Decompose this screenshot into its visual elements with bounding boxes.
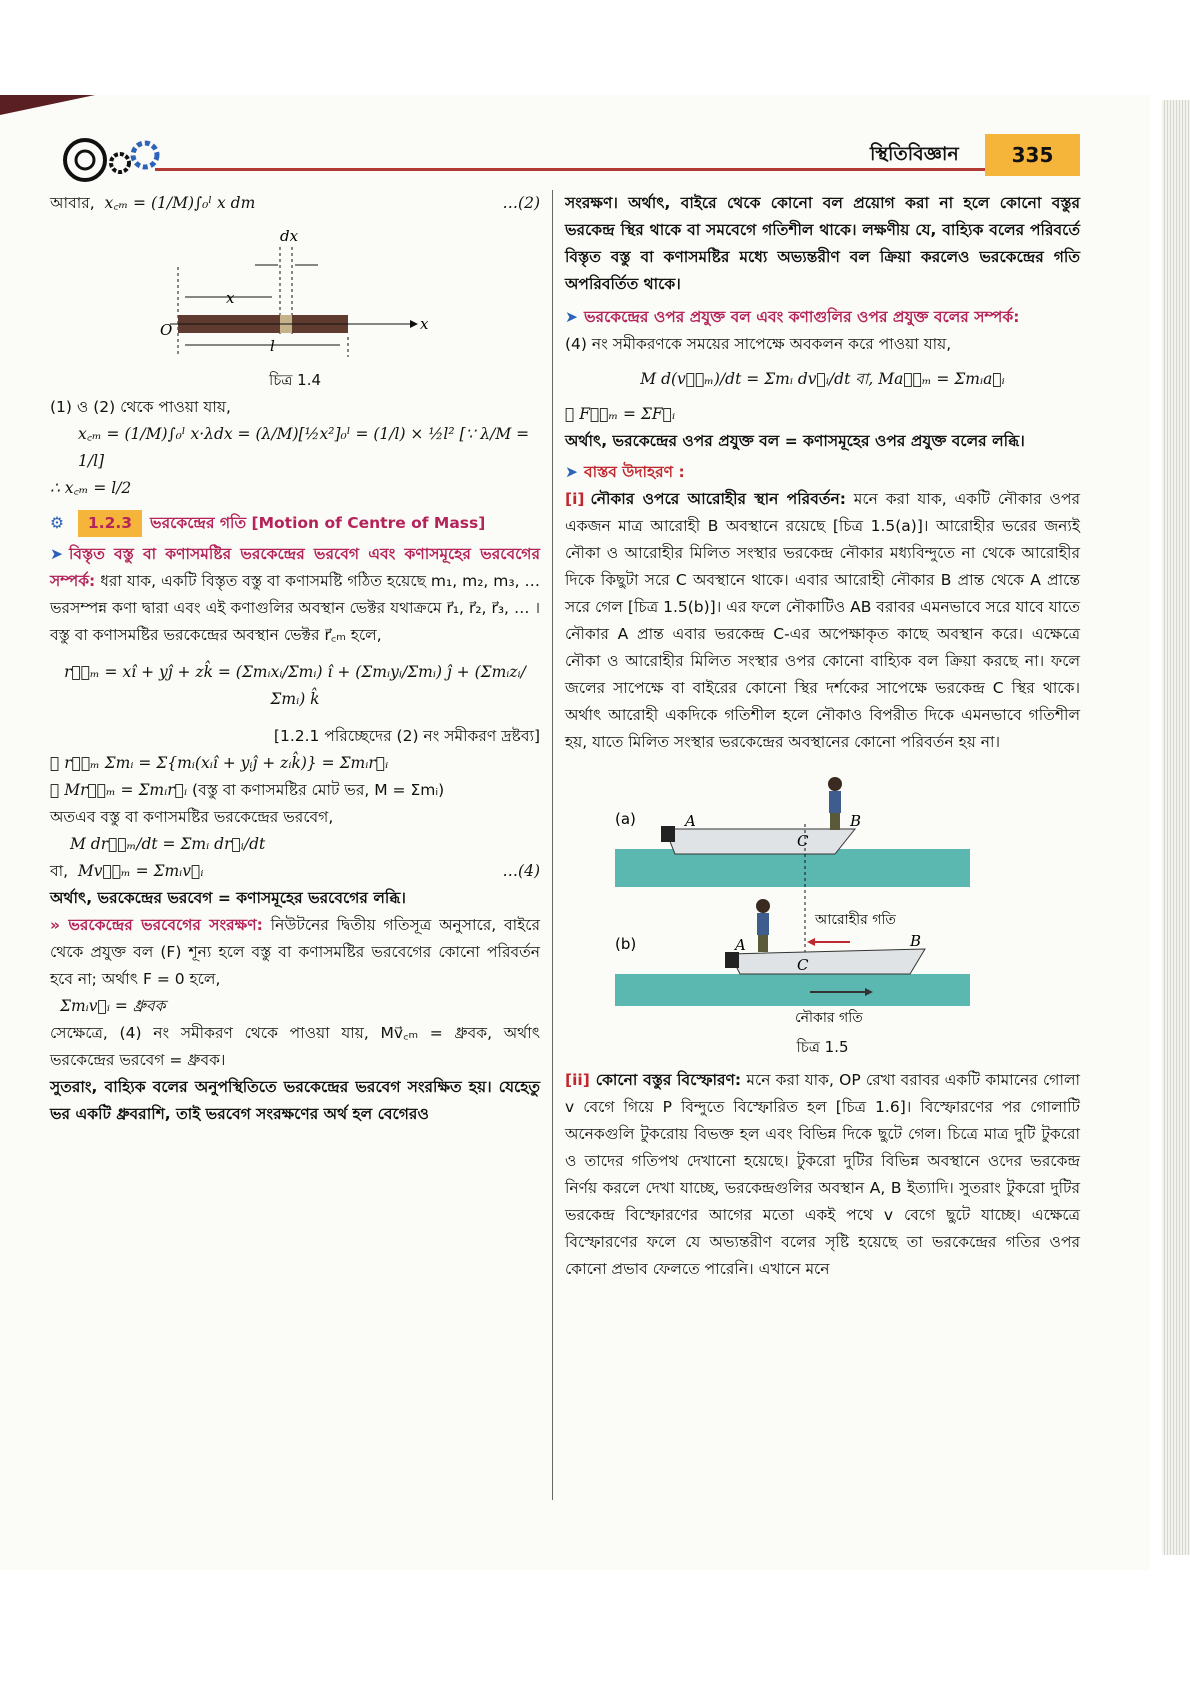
equation-2: x꜀ₘ = (1/M)∫₀ˡ x dm [104, 194, 256, 212]
equation-2-row [50, 190, 540, 217]
equation-i: ∴ F⃗꜀ₘ = ΣF⃗ᵢ [565, 405, 676, 423]
equation-b-note: (বস্তু বা কণাসমষ্টির মোট ভর, M = Σmᵢ) [192, 781, 445, 799]
rider-motion-label: আরোহীর গতি [815, 912, 896, 928]
figure-1-4-rod-diagram [50, 217, 540, 367]
boat-motion-label: নৌকার গতি [795, 1010, 863, 1026]
equation-prefix: আবার, [50, 194, 95, 212]
page-stack-edge [1162, 100, 1190, 1555]
text-f: সেক্ষেত্রে, (4) নং সমীকরণ থেকে পাওয়া যায়, Mv⃗꜀ₘ = ধ্রুবক, অর্থাৎ ভরকেন্দ্রের ভরবেগ = ধ্রুবক। [50, 1024, 540, 1069]
label-axis: x [420, 315, 429, 333]
example-2 [565, 1067, 1080, 1283]
reference-note: [1.2.1 পরিচ্ছেদের (2) নং সমীকরণ দ্রষ্টব্য] [273, 727, 540, 745]
fig-a-point-B: B [850, 812, 862, 830]
paper-plane-icon: ➤ [565, 463, 578, 481]
label-x: x [226, 289, 235, 307]
conservation-paragraph [50, 912, 540, 993]
fig-a-point-A: A [685, 812, 696, 830]
rcm-equation: r⃗꜀ₘ = xî + yĵ + zk̂ = (Σmᵢxᵢ/Σmᵢ) î + (Σmᵢyᵢ/Σmᵢ) ĵ + (Σmᵢzᵢ/Σmᵢ) k̂ [64, 663, 526, 708]
momentum-text: অতএব বস্তু বা কণাসমষ্টির ভরকেন্দ্রের ভরবেগ, [50, 808, 334, 826]
left-column [50, 190, 540, 1128]
figure-1-4-caption: চিত্র 1.4 [268, 371, 322, 389]
equation-number: …(2) [502, 194, 540, 212]
subsection-force [565, 304, 1080, 331]
example-1-text: মনে করা যাক, একটি নৌকার ওপর একজন মাত্র আরোহী B অবস্থানে রয়েছে [চিত্র 1.5(a)]। আরোহীর ভরের জন্যই নৌকা ও আরোহীর মিলিত সংস্থার ভরকেন্দ্র নৌকার মধ্যবিন্দুতে না থেকে আরোহীর দিকে কিছুটা সরে C অবস্থানে থাকে। এবার আরোহী নৌকার B প্রান্ত থেকে A প্রান্তে সরে গেল [চিত্র 1.5(b)]। এর ফলে নৌকাটিও AB বরাবর এমনভাবে সরে যাবে যাতে নৌকার A প্রান্ত এবার ভরকেন্দ্র C-এর অপেক্ষাকৃত কাছে অবস্থান করে। এক্ষেত্রে নৌকা ও আরোহীর মিলিত সংস্থার ওপর কোনো বাহ্যিক বল ক্রিয়া করছে না। ফলে জলের সাপেক্ষে বা বাইরের কোনো স্থির দর্শকের সাপেক্ষে ভরকেন্দ্র C স্থির থাকে। অর্থাৎ আরোহী একদিকে গতিশীল হলে নৌকাও বিপরীত দিকে এমনভাবে গতিশীল হয়, যাতে মিলিত সংস্থার ভরকেন্দ্রের অবস্থানের কোনো পরিবর্তন হয় না। [565, 490, 1080, 751]
example-1-head: নৌকার ওপরে আরোহীর স্থান পরিবর্তন: [590, 490, 846, 508]
fig-b-point-A: A [735, 936, 746, 954]
from-eq-text: (1) ও (2) থেকে পাওয়া যায়, [50, 398, 231, 416]
equation-d-prefix: বা, [50, 862, 69, 880]
equation-b-row [50, 777, 540, 804]
conservation-title: » ভরকেন্দ্রের ভরবেগের সংরক্ষণ: [50, 916, 263, 934]
gear-head-logo-icon [60, 135, 180, 185]
gear-icon: ⚙ [50, 514, 64, 532]
figure-1-5-caption: চিত্র 1.5 [796, 1038, 849, 1056]
fig-label-b: (b) [615, 935, 637, 953]
equation-b: ∴ Mr⃗꜀ₘ = Σmᵢr⃗ᵢ [50, 781, 188, 799]
equation-4-number: …(4) [502, 862, 540, 880]
fig-b-point-C: C [797, 956, 809, 974]
label-length: l [270, 337, 275, 355]
equation-h: M d(v⃗꜀ₘ)/dt = Σmᵢ dv⃗ᵢ/dt বা, Ma⃗꜀ₘ = Σmᵢa⃗ᵢ [640, 370, 1005, 388]
equation-e: Σmᵢv⃗ᵢ = ধ্রুবক [60, 997, 166, 1015]
fig-b-point-B: B [910, 932, 922, 950]
examples-heading [565, 459, 1080, 486]
subsection-force-title: ভরকেন্দ্রের ওপর প্রযুক্ত বল এবং কণাগুলির ওপর প্রযুক্ত বলের সম্পর্ক: [584, 308, 1020, 326]
derivation-equation: x꜀ₘ = (1/M)∫₀ˡ x·λdx = (λ/M)[½x²]₀ˡ = (1/l) × ½l² [∵ λ/M = 1/l] [78, 425, 530, 470]
text-g: সুতরাং, বাহ্যিক বলের অনুপস্থিতিতে ভরকেন্দ্রের ভরবেগ সংরক্ষিত হয়। যেহেতু ভর একটি ধ্রুবরাশি, তাই ভরবেগ সংরক্ষণের অর্থ হল বেগেরও [50, 1078, 540, 1123]
equation-c: M dr⃗꜀ₘ/dt = Σmᵢ dr⃗ᵢ/dt [70, 835, 266, 853]
fig-a-point-C: C [797, 832, 809, 850]
label-origin: O [160, 321, 173, 339]
page-corner-decoration [0, 95, 95, 115]
examples-title: বাস্তব উদাহরণ : [584, 463, 685, 481]
fig-label-a: (a) [615, 810, 636, 828]
equation-d: Mv⃗꜀ₘ = Σmᵢv⃗ᵢ [77, 862, 204, 880]
equation-a: ∴ r⃗꜀ₘ Σmᵢ = Σ{mᵢ(xᵢî + yᵢĵ + zᵢk̂)} = Σmᵢr⃗ᵢ [50, 754, 389, 772]
section-number: 1.2.3 [78, 510, 142, 537]
label-dx: dx [280, 227, 299, 245]
paper-plane-icon: ➤ [565, 308, 578, 326]
section-title: ভরকেন্দ্রের গতি [Motion of Centre of Mass] [150, 514, 486, 532]
right-column [565, 190, 1080, 1283]
example-2-label: [ii] [565, 1071, 590, 1089]
figure-1-5-boat-diagram [565, 764, 1080, 1034]
statement-momentum: অর্থাৎ, ভরকেন্দ্রের ভরবেগ = কণাসমূহের ভরবেগের লব্ধি। [50, 889, 406, 907]
result-equation: ∴ x꜀ₘ = l/2 [50, 479, 132, 497]
example-2-text: মনে করা যাক, OP রেখা বরাবর একটি কামানের গোলা v বেগে গিয়ে P বিন্দুতে বিস্ফোরিত হল [চিত্র 1.6]। বিস্ফোরণের পর গোলাটি অনেকগুলি টুকরোয় বিভক্ত হল এবং বিভিন্ন দিকে ছুটে গেল। চিত্রে মাত্র দুটি টুকরো ও তাদের গতিপথ দেখানো হয়েছে। টুকরো দুটির বিভিন্ন অবস্থানে ওদের ভরকেন্দ্র নির্ণয় করলে দেখা যাচ্ছে, ভরকেন্দ্রগুলির অবস্থান A, B ইত্যাদি। সুতরাং টুকরো দুটির ভরকেন্দ্র বিস্ফোরণের আগের মতো একই পথে v বেগে ছুটে যাচ্ছে। এক্ষেত্রে বিস্ফোরণের ফলে যে অভ্যন্তরীণ বলের সৃষ্টি হয়েছে তা ভরকেন্দ্রের গতির ওপর কোনো প্রভাব ফেলতে পারেনি। এখানে মনে [565, 1071, 1080, 1278]
subsection-text: ধরা যাক, একটি বিস্তৃত বস্তু বা কণাসমষ্টি গঠিত হয়েছে m₁, m₂, m₃, … ভরসম্পন্ন কণা দ্বারা এবং এই কণাগুলির অবস্থান ভেক্টর যথাক্রমে r⃗₁, r⃗₂, r⃗₃, … । বস্তু বা কণাসমষ্টির ভরকেন্দ্রের অবস্থান ভেক্টর r⃗꜀ₘ হলে, [50, 572, 540, 644]
page-number: 335 [985, 134, 1080, 176]
subsection-title: বিস্তৃত বস্তু বা কণাসমষ্টির ভরকেন্দ্রের ভরবেগ এবং কণাসমূহের ভরবেগের সম্পর্ক: [50, 545, 540, 590]
section-heading [50, 510, 540, 537]
paper-plane-icon: ➤ [50, 545, 63, 563]
example-2-head: কোনো বস্তুর বিস্ফোরণ: [595, 1071, 742, 1089]
para-conservation-cont: সংরক্ষণ। অর্থাৎ, বাইরে থেকে কোনো বল প্রয়োগ করা না হলে কোনো বস্তুর ভরকেন্দ্র স্থির থাকে বা সমবেগে গতিশীল থাকে। লক্ষণীয় যে, বাহ্যিক বলের পরিবর্তে বিস্তৃত বস্তু বা কণাসমষ্টির মধ্যে অভ্যন্তরীণ বল ক্রিয়া করলেও ভরকেন্দ্রের গতি অপরিবর্তিত থাকে। [565, 194, 1080, 293]
example-1-label: [i] [565, 490, 585, 508]
conservation-text: নিউটনের দ্বিতীয় গতিসূত্র অনুসারে, বাইরে থেকে প্রযুক্ত বল (F) শূন্য হলে বস্তু বা কণাসমষ্টির ভরবেগের কোনো পরিবর্তন হবে না; অর্থাৎ F = 0 হলে, [50, 916, 540, 988]
column-divider [552, 190, 553, 1500]
chapter-title: স্থিতিবিজ্ঞান [870, 143, 959, 165]
equation-4-row [50, 858, 540, 885]
subsection-momentum [50, 541, 540, 649]
statement-force: অর্থাৎ, ভরকেন্দ্রের ওপর প্রযুক্ত বল = কণাসমূহের ওপর প্রযুক্ত বলের লব্ধি। [565, 432, 1025, 450]
subsection-force-text: (4) নং সমীকরণকে সময়ের সাপেক্ষে অবকলন করে পাওয়া যায়, [565, 335, 952, 353]
example-1 [565, 486, 1080, 756]
